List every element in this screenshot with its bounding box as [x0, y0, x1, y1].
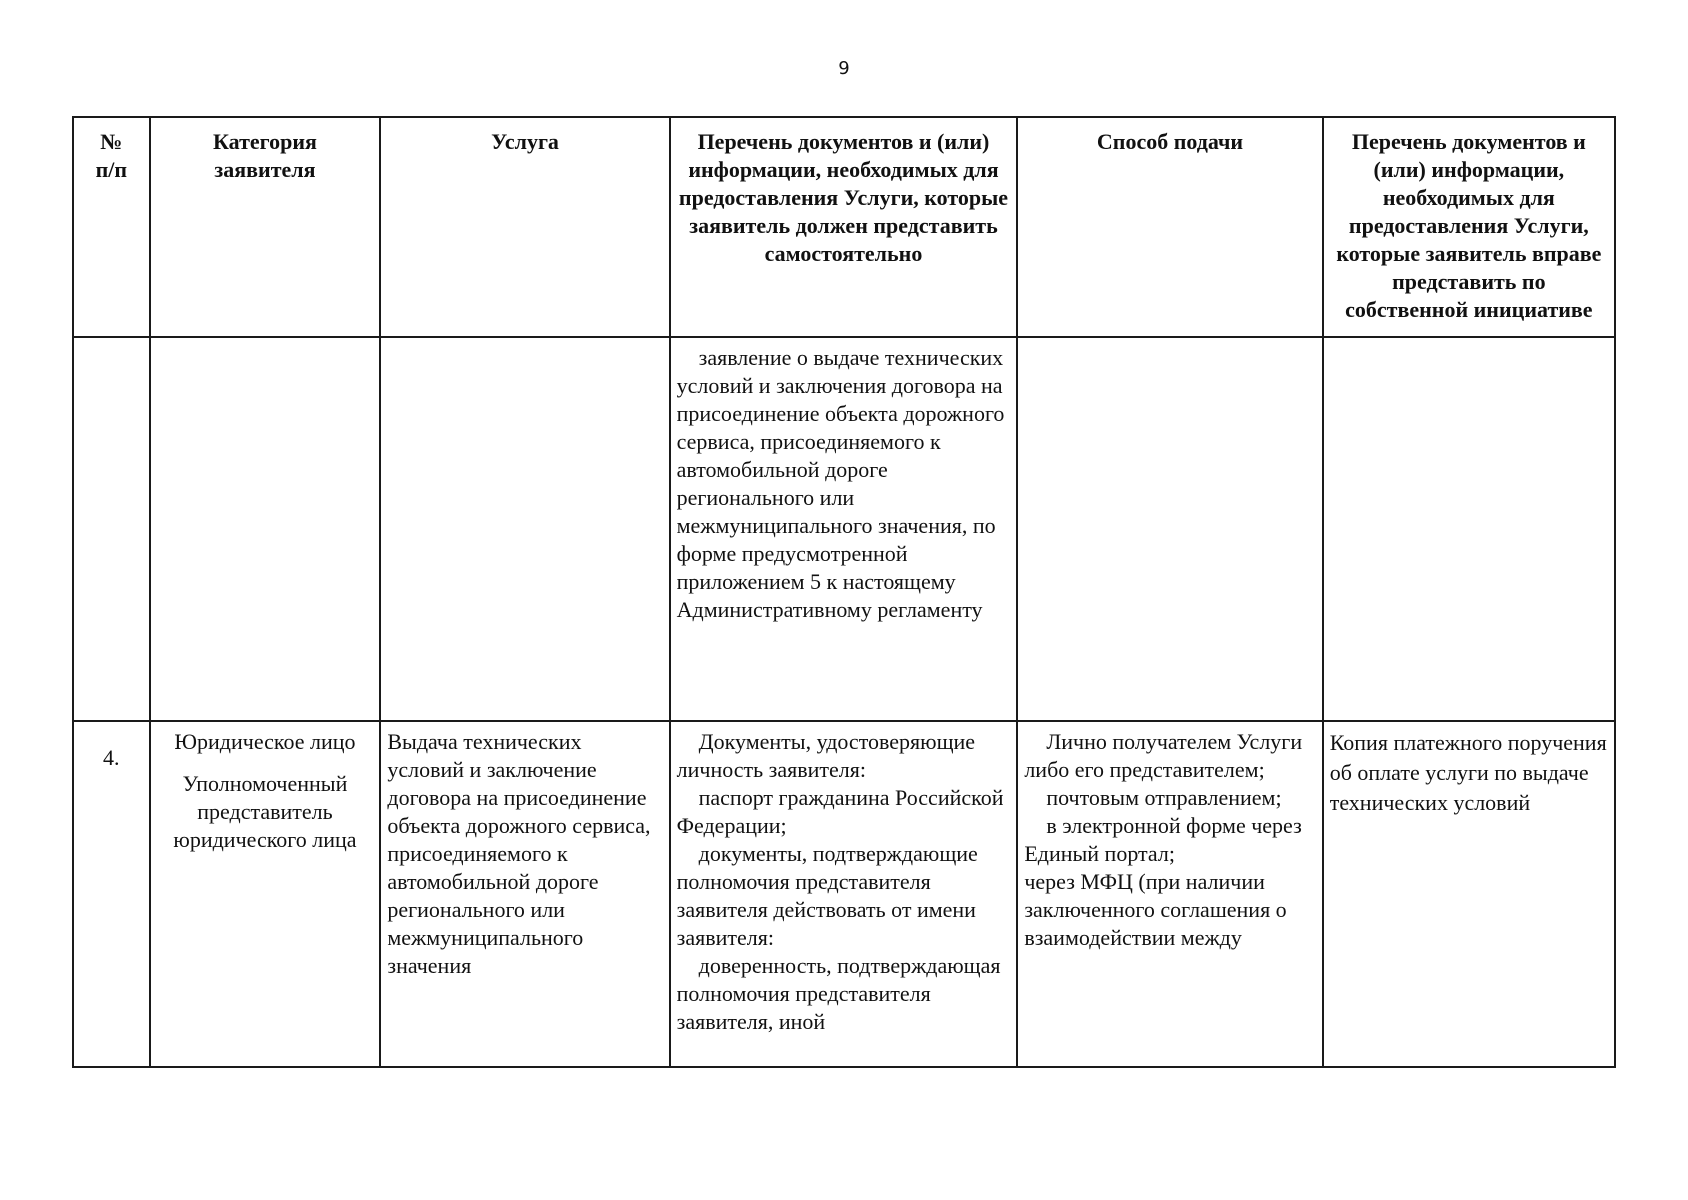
row4-category-cell	[150, 721, 381, 1067]
row4-number: 4.	[73, 721, 150, 1067]
row4-optional-text: Копия платежного поручения об оплате услуги по выдаче технических условий	[1329, 730, 1607, 815]
header-service: Услуга	[380, 117, 669, 337]
table-row-4	[73, 721, 1615, 1067]
header-category: Категория заявителя	[150, 117, 381, 337]
row4-method-cell	[1017, 721, 1322, 1067]
row4-doc-line-3: документы, подтверждающие полномочия представителя заявителя действовать от имени заявителя:	[676, 841, 978, 950]
cont-method-cell	[1017, 337, 1322, 721]
row4-doc-line-2: паспорт гражданина Российской Федерации;	[676, 785, 1004, 838]
row4-category-legal-entity: Юридическое лицо	[174, 729, 356, 754]
cont-number-cell	[73, 337, 150, 721]
row4-service-cell	[380, 721, 669, 1067]
header-number: № п/п	[73, 117, 150, 337]
row4-method-line-1: Лично получателем Услуги либо его представителем;	[1024, 729, 1303, 782]
header-required-documents: Перечень документов и (или) информации, необходимых для предоставления Услуги, которые заявитель должен представить самостоятельно	[670, 117, 1018, 337]
row4-doc-line-4: доверенность, подтверждающая полномочия представителя заявителя, иной	[676, 953, 1001, 1034]
row4-method-line-3: в электронной форме через Единый портал;	[1024, 813, 1302, 866]
row4-method-line-2: почтовым отправлением;	[1046, 785, 1282, 810]
table-header-row	[73, 117, 1615, 337]
cont-documents-text: заявление о выдаче технических условий и заключения договора на присоединение объекта дорожного сервиса, присоединяемого к автомобильной дороге регионального или межмуниципального значения, по форме предусмотренной приложением 5 к настоящему Административному регламенту	[676, 345, 1005, 622]
header-optional-documents: Перечень документов и (или) информации, необходимых для предоставления Услуги, которые заявитель вправе представить по собственной инициативе	[1323, 117, 1615, 337]
page-number: 9	[838, 58, 850, 79]
row4-category-representative: Уполномоченный представитель юридического лица	[173, 771, 357, 852]
cont-optional-cell	[1323, 337, 1615, 721]
row4-documents-cell	[670, 721, 1018, 1067]
services-table	[72, 116, 1616, 1068]
row4-method-line-4: через МФЦ (при наличии заключенного соглашения о взаимодействии между	[1024, 869, 1287, 950]
header-submission-method: Способ подачи	[1017, 117, 1322, 337]
cont-documents-cell	[670, 337, 1018, 721]
row4-service-text: Выдача технических условий и заключение договора на присоединение объекта дорожного сервиса, присоединяемого к автомобильной дороге регионального или межмуниципального значения	[387, 729, 651, 978]
row4-optional-cell	[1323, 721, 1615, 1067]
cont-service-cell	[380, 337, 669, 721]
row4-doc-line-1: Документы, удостоверяющие личность заявителя:	[676, 729, 976, 782]
cont-category-cell	[150, 337, 381, 721]
table-row-continuation	[73, 337, 1615, 721]
